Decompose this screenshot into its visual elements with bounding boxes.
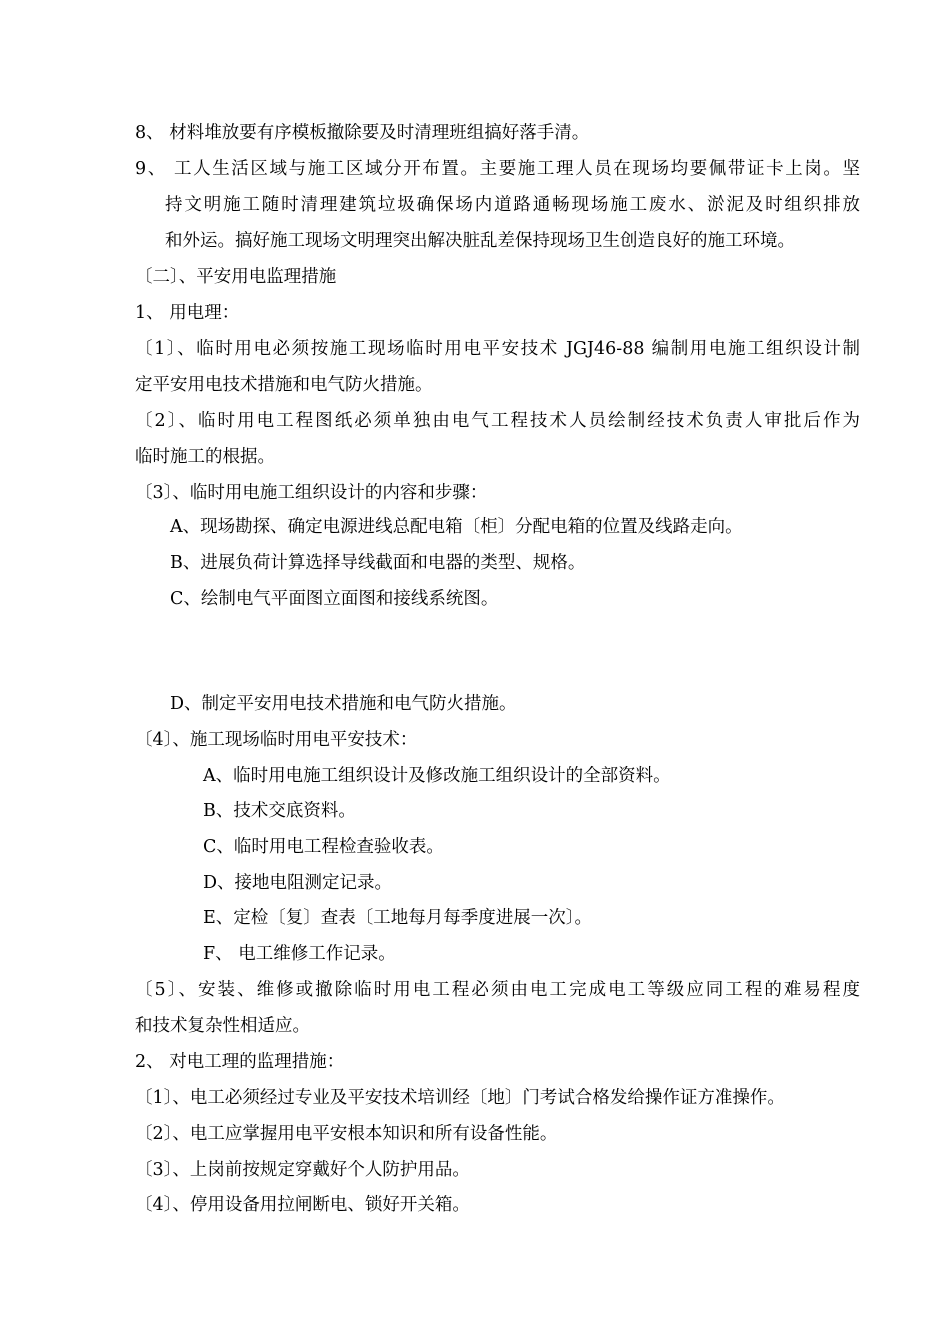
list-item: A、临时用电施工组织设计及修改施工组织设计的全部资料。	[203, 766, 671, 786]
list-item: C、绘制电气平面图立面图和接线系统图。	[170, 589, 499, 609]
paragraph-line: 和外运。搞好施工现场文明理突出解决脏乱差保持现场卫生创造良好的施工环境。	[165, 231, 795, 251]
list-item: D、制定平安用电技术措施和电气防火措施。	[170, 694, 517, 714]
paragraph-line: 〔2〕、电工应掌握用电平安根本知识和所有设备性能。	[135, 1124, 558, 1144]
paragraph-line: 定平安用电技术措施和电气防火措施。	[135, 375, 433, 395]
paragraph-line: 〔5〕、安装、维修或撤除临时用电工程必须由电工完成电工等级应同工程的难易程度	[135, 980, 860, 1000]
paragraph-line: 〔1〕、电工必须经过专业及平安技术培训经〔地〕门考试合格发给操作证方准操作。	[135, 1088, 785, 1108]
list-item: D、接地电阻测定记录。	[203, 873, 393, 893]
list-item: B、技术交底资料。	[203, 801, 356, 821]
paragraph-line: 9、 工人生活区域与施工区域分开布置。主要施工理人员在现场均要佩带证卡上岗。坚	[135, 159, 860, 179]
paragraph-line: 〔2〕、临时用电工程图纸必须单独由电气工程技术人员绘制经技术负责人审批后作为	[135, 411, 860, 431]
paragraph-line: 〔3〕、上岗前按规定穿戴好个人防护用品。	[135, 1160, 470, 1180]
paragraph-line: 8、 材料堆放要有序模板撤除要及时清理班组搞好落手清。	[135, 123, 590, 143]
paragraph-line: 持文明施工随时清理建筑垃圾确保场内道路通畅现场施工废水、淤泥及时组织排放	[165, 195, 860, 215]
list-item: B、进展负荷计算选择导线截面和电器的类型、规格。	[170, 553, 586, 573]
paragraph-line: 临时施工的根据。	[135, 447, 275, 467]
paragraph-line: 〔1〕、临时用电必须按施工现场临时用电平安技术 JGJ46-88 编制用电施工组织设计制	[135, 339, 860, 359]
list-item: C、临时用电工程检查验收表。	[203, 837, 444, 857]
paragraph-line: 〔4〕、停用设备用拉闸断电、锁好开关箱。	[135, 1195, 470, 1215]
paragraph-line: 〔4〕、施工现场临时用电平安技术：	[135, 730, 418, 750]
paragraph-line: 〔3〕、临时用电施工组织设计的内容和步骤：	[135, 483, 488, 503]
list-item: F、 电工维修工作记录。	[203, 944, 396, 964]
subsection-heading: 2、 对电工理的监理措施：	[135, 1052, 345, 1072]
subsection-heading: 1、 用电理：	[135, 303, 240, 323]
paragraph-line: 和技术复杂性相适应。	[135, 1016, 310, 1036]
section-heading: 〔二〕、平安用电监理措施	[135, 267, 337, 287]
list-item: E、定检〔复〕查表〔工地每月每季度进展一次〕。	[203, 908, 593, 928]
list-item: A、现场勘探、确定电源进线总配电箱〔柜〕分配电箱的位置及线路走向。	[170, 517, 743, 537]
